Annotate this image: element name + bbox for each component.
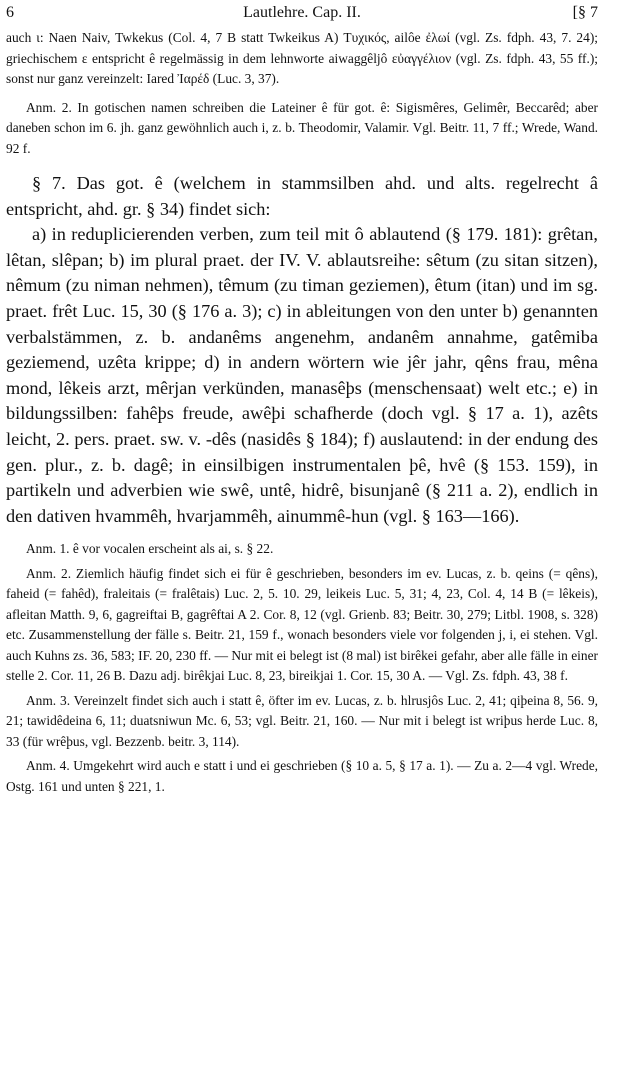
section-7 xyxy=(6,171,598,529)
page-number: 6 xyxy=(6,4,14,21)
section-7-intro: § 7. Das got. ê (welchem in stammsilben ahd. und alts. regelrecht â entspricht, ahd. gr. § 34) findet sich: xyxy=(6,173,598,219)
running-title: Lautlehre. Cap. II. xyxy=(243,4,361,21)
section-notes xyxy=(6,539,598,797)
section-reference: [§ 7 xyxy=(572,4,598,21)
note-anm-1: Anm. 1. ê vor vocalen erscheint als ai, s. § 22. xyxy=(26,541,274,557)
note-anm-2-previous: Anm. 2. In gotischen namen schreiben die Lateiner ê für got. ê: Sigismêres, Gelimêr, Beccarêd; aber daneben schon im 6. jh. ganz gewöhnlich auch i, z. b. Theodomir, Valamir. Vgl. Beitr. 11, 7 ff.; Wrede, Wand. 92 f. xyxy=(6,99,598,156)
note-anm-4: Anm. 4. Umgekehrt wird auch e statt i und ei geschrieben (§ 10 a. 5, § 17 a. 1). — Zu a. 2—4 vgl. Wrede, Ostg. 161 und unten § 221, 1. xyxy=(6,758,598,794)
running-header xyxy=(6,4,598,28)
book-page xyxy=(6,4,598,797)
note-anm-2: Anm. 2. Ziemlich häufig findet sich ei für ê geschrieben, besonders im ev. Lucas, z. b. qeins (= qêns), faheid (= fahêd), fraleitais (= fralêtais) Luc. 2, 5. 10. 29, leikeis Luc. 5, 31; 4, 23, Col. 4, 14 B (= lêkeis), afleitan Matth. 9, 6, gagreiftai B, gagrêftai A 2. Cor. 8, 12 (vgl. Grienb. 83; Beitr. 30, 279; Litbl. 1908, s. 328) etc. Zusammenstellung der fälle s. Beitr. 21, 159 f., wonach besonders viele vor folgenden j, i, ei stehen. Vgl. auch Kuhns zs. 36, 583; IF. 20, 230 ff. — Nur mit ei belegt ist (8 mal) ist birêkei gefahr, aber alle fälle in einer stelle 2. Cor. 11, 26 B. Dazu adj. birêkjai Luc. 8, 23, bireikjai 1. Cor. 15, 30 A. — Vgl. Zs. fdph. 43, 38 f. xyxy=(6,565,598,684)
intro-continuation: auch ι: Naen Naiv, Twkekus (Col. 4, 7 B statt Twkeikus A) Τυχικός, ailôe ἐλωί (vgl. Zs. fdph. 43, 7. 24); griechischem ε entspricht ê regelmässig in dem lehnworte aiwaggêljô εὐαγγέλιον (vgl. Zs. fdph. 43, 55 ff.); sonst nur ganz vereinzelt: Iared Ἰαρέδ (Luc. 3, 37). xyxy=(6,30,598,86)
note-anm-3: Anm. 3. Vereinzelt findet sich auch i statt ê, öfter im ev. Lucas, z. b. hlrusjôs Luc. 2, 41; qiþeina 8, 56. 9, 21; tawidêdeina 6, 11; duatsniwun Mc. 6, 53; vgl. Beitr. 21, 160. — Nur mit i belegt ist wriþus herde Luc. 8, 33 (für wrêþus, vgl. Bezzenb. beitr. 3, 114). xyxy=(6,692,598,749)
section-7-body: a) in reduplicierenden verben, zum teil mit ô ablautend (§ 179. 181): grêtan, lêtan, slêpan; b) im plural praet. der IV. V. ablautsreihe: sêtum (zu sitan sitzen), nêmum (zu niman nehmen), têmum (zu timan geziemen), êtum (itan) und im sg. praet. frêt Luc. 15, 30 (§ 176 a. 3); c) in ableitungen von den unter b) genannten verbalstämmen, z. b. andanêms angenehm, andanêm annahme, gatêmiba geziemend, uzêta krippe; d) in andern wörtern wie jêr jahr, qêns frau, mêna mond, lêkeis arzt, mêrjan verkünden, manasêþs (menschensaat) welt etc.; e) in bildungssilben: fahêþs freude, awêþi schafherde (doch vgl. § 17 a. 1), azêts leicht, 2. pers. praet. sw. v. -dês (nasidês § 184); f) auslautend: in der endung des gen. plur., z. b. dagê; in einsilbigen instrumentalen þê, hvê (§ 153. 159), in partikeln und adverbien wie swê, untê, hidrê, bisunjanê (§ 211 a. 2), endlich in den dativen hvammêh, hvarjammêh, ainummê-hun (vgl. § 163—166). xyxy=(6,224,598,526)
